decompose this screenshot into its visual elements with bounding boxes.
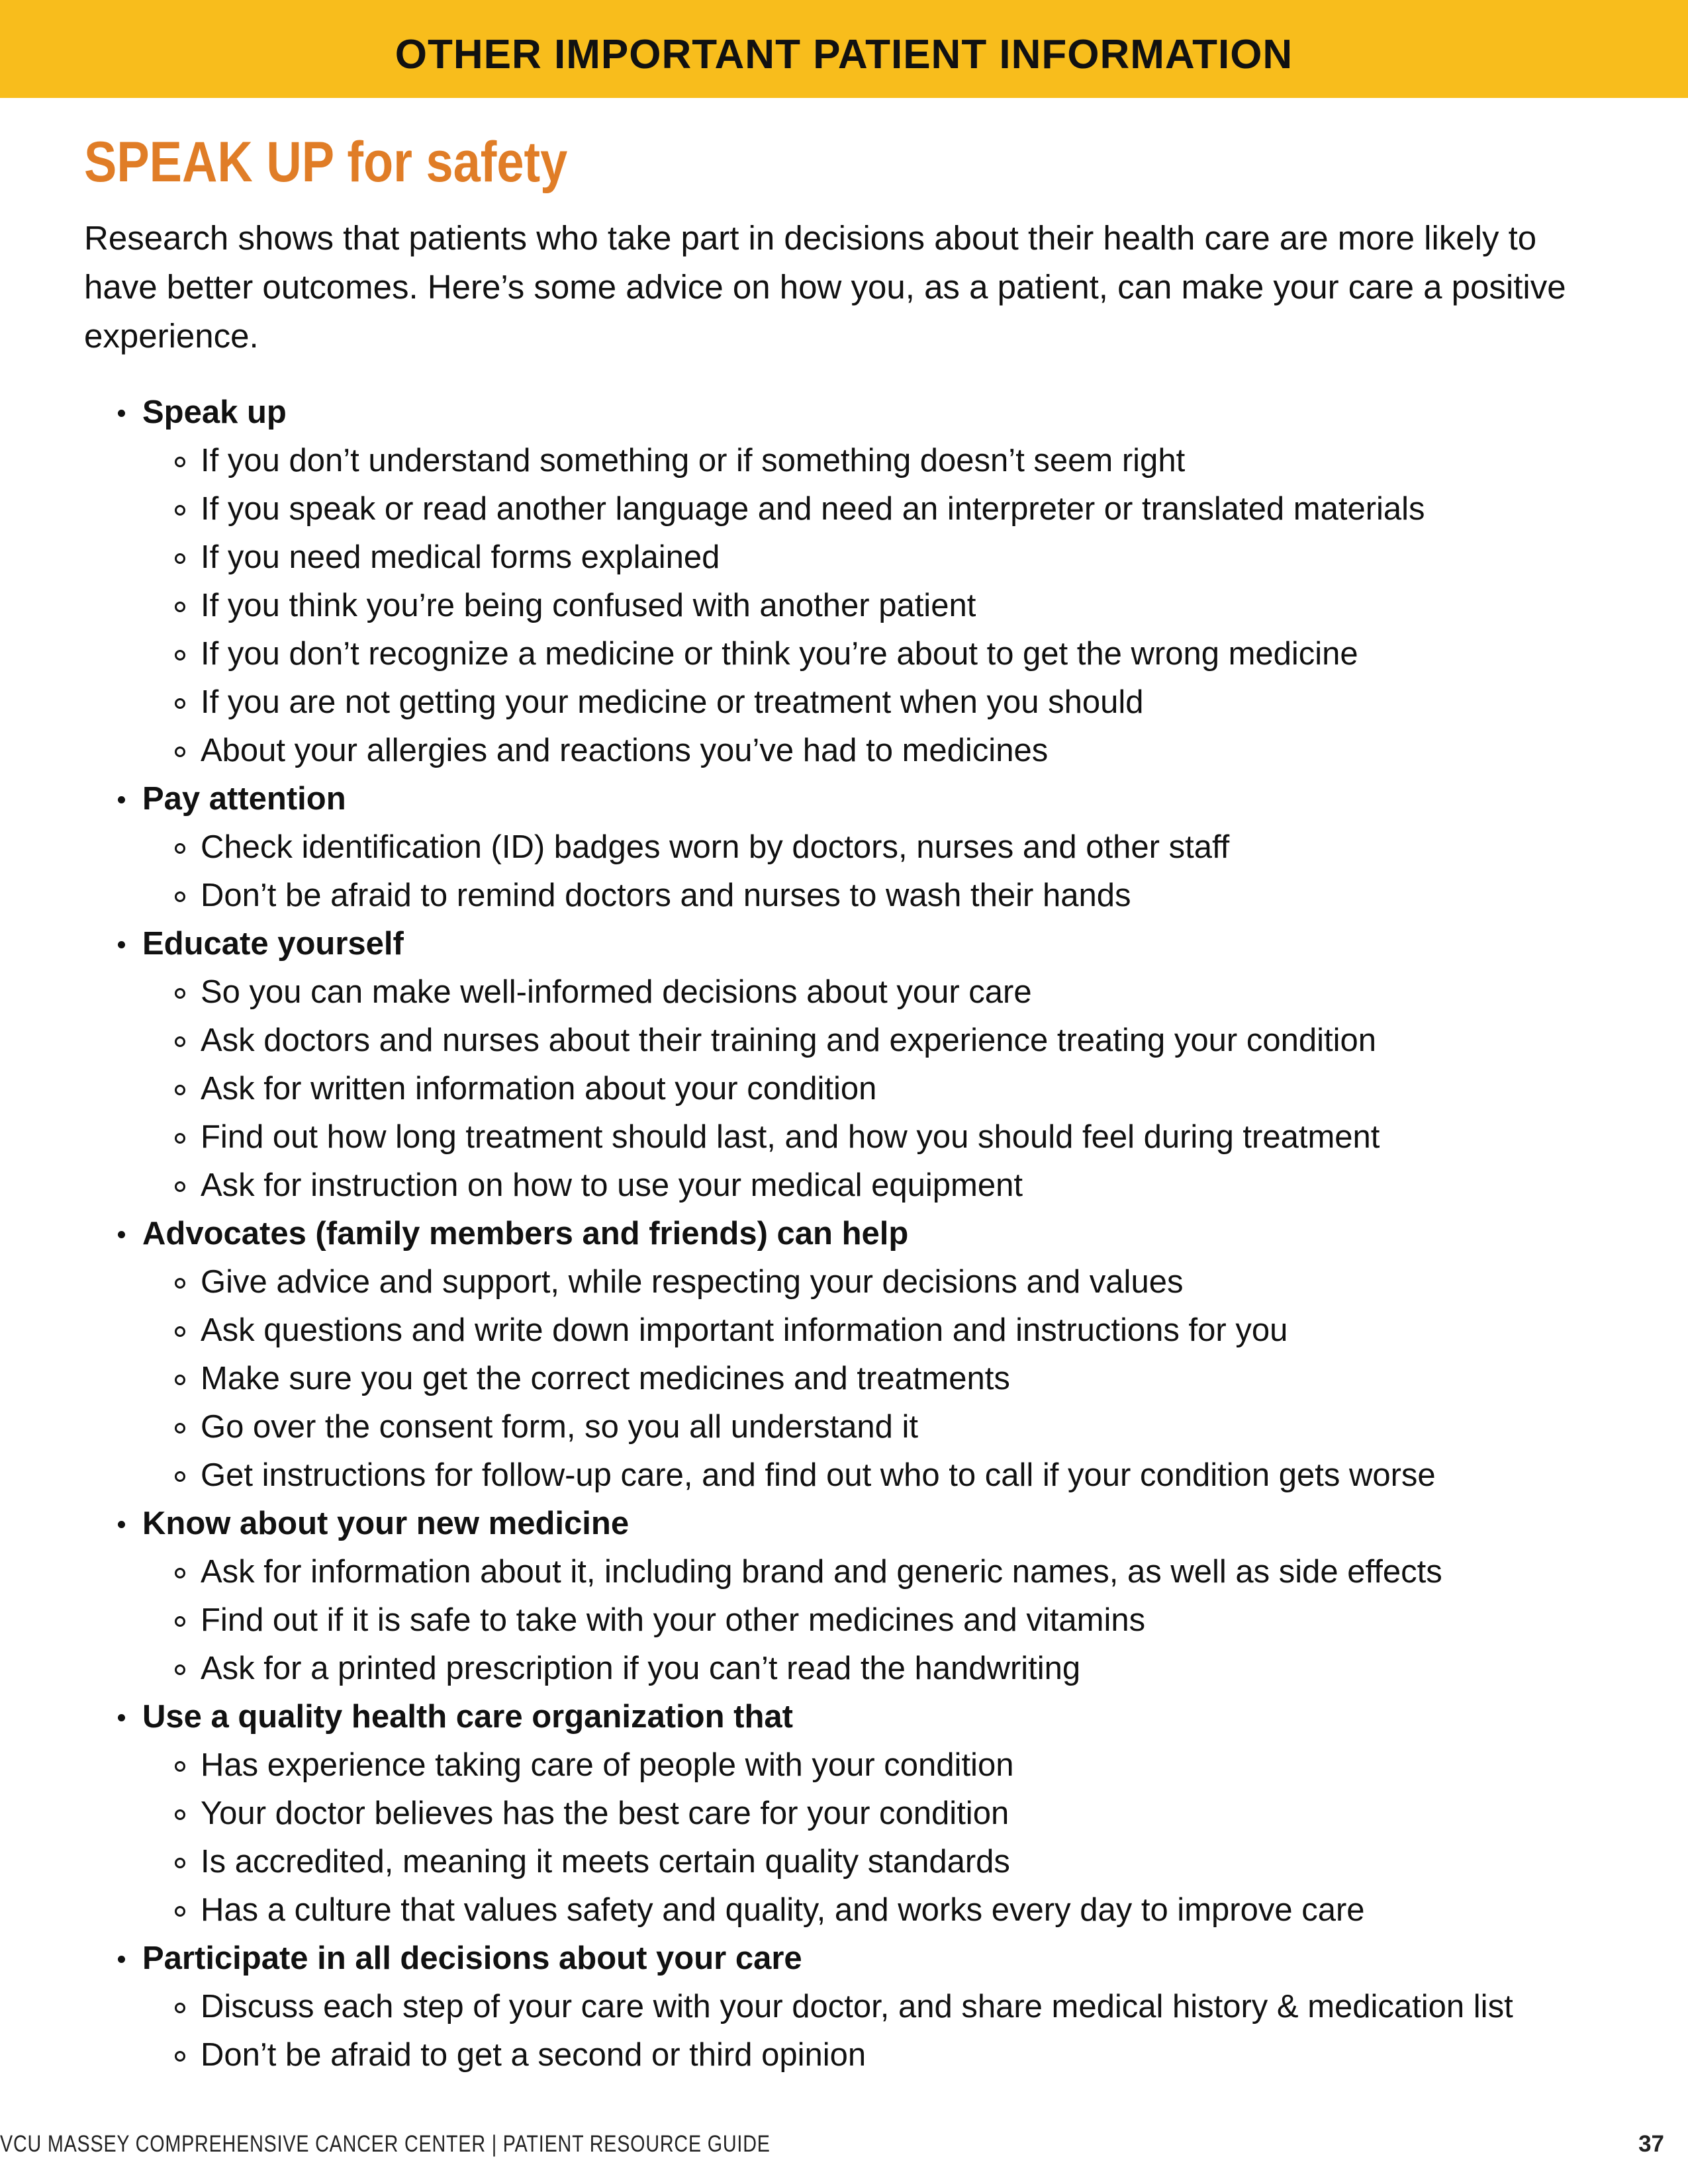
section-items	[84, 1983, 1626, 2079]
section-heading-text: Advocates (family members and friends) can help	[142, 1216, 909, 1251]
list-item-text: Make sure you get the correct medicines and treatments	[201, 1361, 1010, 1396]
section-heading-text: Use a quality health care organization that	[142, 1699, 793, 1735]
section-items	[84, 1258, 1626, 1500]
list-item-text: If you need medical forms explained	[201, 539, 720, 575]
circle-bullet-icon	[175, 2003, 185, 2013]
list-item-text: Your doctor believes has the best care for your condition	[201, 1796, 1009, 1831]
section-heading-text: Speak up	[142, 394, 287, 430]
circle-bullet-icon	[175, 1471, 185, 1482]
circle-bullet-icon	[175, 505, 185, 516]
section-items	[84, 1741, 1626, 1934]
list-item-text: Discuss each step of your care with your doctor, and share medical history & medication list	[201, 1989, 1513, 2025]
advice-section	[84, 1693, 1626, 1934]
advice-section	[84, 1210, 1626, 1500]
section-heading	[84, 1934, 1626, 1983]
section-heading	[84, 1500, 1626, 1548]
circle-bullet-icon	[175, 457, 185, 467]
circle-bullet-icon	[175, 1036, 185, 1047]
bullet-icon	[118, 1714, 125, 1721]
list-item	[84, 1161, 1626, 1210]
list-item	[84, 582, 1626, 630]
circle-bullet-icon	[175, 1809, 185, 1820]
section-items	[84, 823, 1626, 920]
circle-bullet-icon	[175, 1375, 185, 1385]
circle-bullet-icon	[175, 1664, 185, 1675]
circle-bullet-icon	[175, 1616, 185, 1627]
list-item	[84, 1065, 1626, 1113]
list-item	[84, 678, 1626, 727]
list-item-text: If you are not getting your medicine or treatment when you should	[201, 684, 1144, 720]
circle-bullet-icon	[175, 650, 185, 660]
bullet-icon	[118, 1231, 125, 1238]
list-item	[84, 1983, 1626, 2031]
section-items	[84, 968, 1626, 1210]
list-item	[84, 1355, 1626, 1403]
section-heading	[84, 1210, 1626, 1258]
page-title: SPEAK UP for safety	[84, 130, 568, 194]
header-bar	[0, 0, 1688, 98]
list-item-text: Go over the consent form, so you all understand it	[201, 1409, 919, 1445]
section-heading	[84, 920, 1626, 968]
list-item	[84, 1645, 1626, 1693]
list-item	[84, 727, 1626, 775]
list-item-text: Has experience taking care of people with your condition	[201, 1747, 1014, 1783]
bullet-icon	[118, 1956, 125, 1963]
list-item-text: If you don’t recognize a medicine or think you’re about to get the wrong medicine	[201, 636, 1358, 672]
list-item-text: Get instructions for follow-up care, and find out who to call if your condition gets worse	[201, 1457, 1436, 1493]
list-item	[84, 1403, 1626, 1451]
list-item-text: Ask doctors and nurses about their training and experience treating your condition	[201, 1023, 1376, 1058]
list-item	[84, 1741, 1626, 1790]
bullet-icon	[118, 1521, 125, 1528]
circle-bullet-icon	[175, 553, 185, 564]
section-heading-text: Educate yourself	[142, 926, 404, 962]
intro-paragraph: Research shows that patients who take part in decisions about their health care are more likely to have better outcomes. Here’s some advice on how you, as a patient, can make your care a positive experience.	[84, 219, 1566, 355]
list-item-text: About your allergies and reactions you’ve had to medicines	[201, 733, 1049, 768]
list-item	[84, 1838, 1626, 1886]
bullet-icon	[118, 941, 125, 948]
advice-section	[84, 1934, 1626, 2079]
circle-bullet-icon	[175, 1326, 185, 1337]
circle-bullet-icon	[175, 1858, 185, 1868]
circle-bullet-icon	[175, 1568, 185, 1578]
circle-bullet-icon	[175, 1181, 185, 1192]
list-item-text: Don’t be afraid to get a second or third opinion	[201, 2037, 867, 2073]
list-item-text: Check identification (ID) badges worn by doctors, nurses and other staff	[201, 829, 1230, 865]
advice-section	[84, 388, 1626, 775]
circle-bullet-icon	[175, 1278, 185, 1289]
list-item	[84, 1451, 1626, 1500]
section-heading-text: Know about your new medicine	[142, 1506, 630, 1541]
circle-bullet-icon	[175, 602, 185, 612]
footer	[0, 2131, 1688, 2164]
section-heading-text: Participate in all decisions about your care	[142, 1940, 802, 1976]
circle-bullet-icon	[175, 698, 185, 709]
list-item	[84, 485, 1626, 533]
list-item-text: Has a culture that values safety and quality, and works every day to improve care	[201, 1892, 1365, 1928]
list-item-text: Ask for information about it, including brand and generic names, as well as side effects	[201, 1554, 1442, 1590]
section-heading	[84, 388, 1626, 437]
list-item-text: Give advice and support, while respecting your decisions and values	[201, 1264, 1184, 1300]
list-item-text: If you don’t understand something or if something doesn’t seem right	[201, 443, 1186, 478]
list-item-text: Ask for instruction on how to use your medical equipment	[201, 1167, 1023, 1203]
circle-bullet-icon	[175, 2051, 185, 2062]
list-item	[84, 1017, 1626, 1065]
list-item	[84, 630, 1626, 678]
list-item	[84, 1306, 1626, 1355]
list-item	[84, 1886, 1626, 1934]
circle-bullet-icon	[175, 1423, 185, 1433]
list-item	[84, 533, 1626, 582]
section-heading	[84, 775, 1626, 823]
circle-bullet-icon	[175, 843, 185, 854]
section-heading-text: Pay attention	[142, 781, 346, 817]
list-item	[84, 968, 1626, 1017]
circle-bullet-icon	[175, 747, 185, 757]
list-item	[84, 2031, 1626, 2079]
list-item	[84, 1258, 1626, 1306]
bullet-icon	[118, 796, 125, 803]
list-item-text: Don’t be afraid to remind doctors and nurses to wash their hands	[201, 878, 1131, 913]
advice-section	[84, 920, 1626, 1210]
list-item	[84, 823, 1626, 872]
list-item	[84, 1548, 1626, 1596]
section-items	[84, 1548, 1626, 1693]
list-item	[84, 1596, 1626, 1645]
list-item	[84, 1113, 1626, 1161]
section-heading	[84, 1693, 1626, 1741]
list-item	[84, 437, 1626, 485]
footer-publication: VCU MASSEY COMPREHENSIVE CANCER CENTER | PATIENT RESOURCE GUIDE	[0, 2131, 771, 2157]
bullet-icon	[118, 410, 125, 417]
list-item-text: So you can make well-informed decisions about your care	[201, 974, 1032, 1010]
advice-section	[84, 1500, 1626, 1693]
advice-section	[84, 775, 1626, 920]
circle-bullet-icon	[175, 1906, 185, 1917]
advice-list	[84, 388, 1626, 2079]
list-item-text: If you speak or read another language and need an interpreter or translated materials	[201, 491, 1425, 527]
circle-bullet-icon	[175, 1761, 185, 1772]
circle-bullet-icon	[175, 1085, 185, 1095]
list-item-text: If you think you’re being confused with another patient	[201, 588, 976, 623]
list-item-text: Ask for a printed prescription if you can’t read the handwriting	[201, 1651, 1081, 1686]
circle-bullet-icon	[175, 1133, 185, 1144]
list-item	[84, 872, 1626, 920]
circle-bullet-icon	[175, 988, 185, 999]
section-items	[84, 437, 1626, 775]
list-item-text: Find out how long treatment should last, and how you should feel during treatment	[201, 1119, 1380, 1155]
header-title: OTHER IMPORTANT PATIENT INFORMATION	[395, 31, 1293, 77]
list-item	[84, 1790, 1626, 1838]
list-item-text: Is accredited, meaning it meets certain quality standards	[201, 1844, 1010, 1880]
list-item-text: Ask for written information about your condition	[201, 1071, 877, 1107]
circle-bullet-icon	[175, 891, 185, 902]
list-item-text: Find out if it is safe to take with your other medicines and vitamins	[201, 1602, 1146, 1638]
page-number: 37	[1638, 2131, 1664, 2157]
list-item-text: Ask questions and write down important information and instructions for you	[201, 1312, 1288, 1348]
